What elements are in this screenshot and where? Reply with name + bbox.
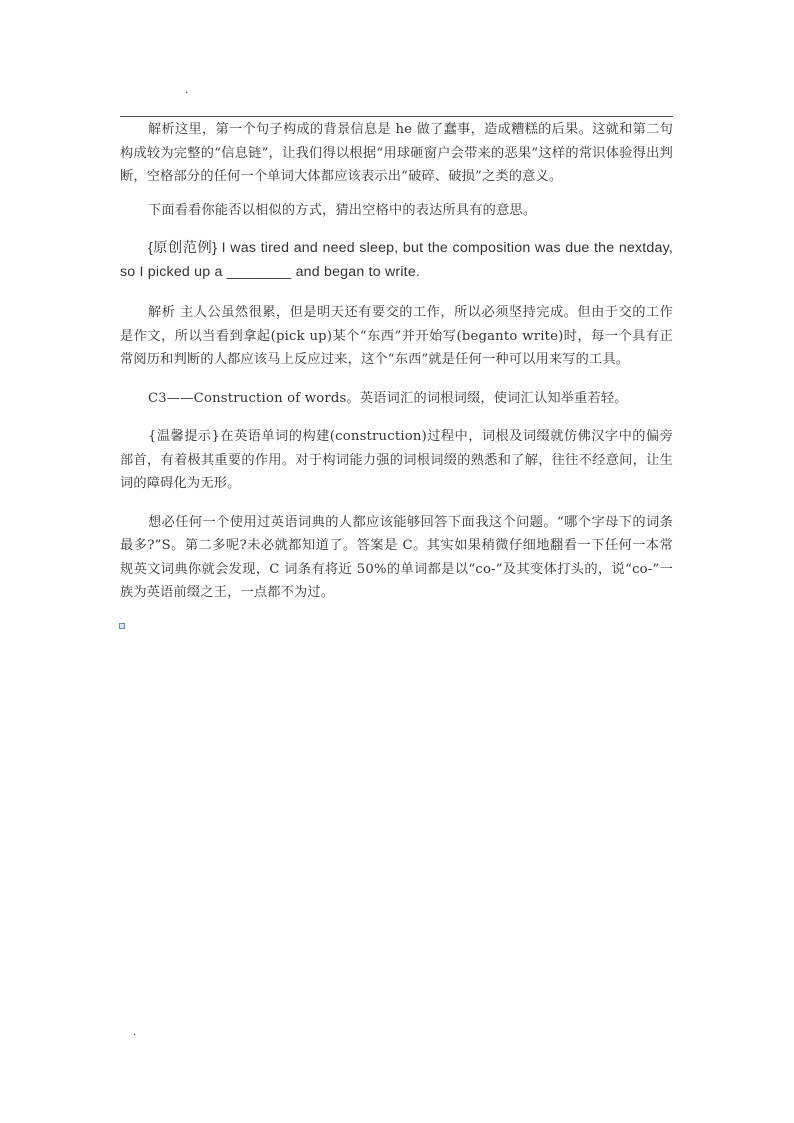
page-top-dot: . [185,82,189,96]
page-bottom-dot: . [133,1024,137,1038]
paragraph-closing: 想必任何一个使用过英语词典的人都应该能够回答下面我这个问题。“哪个字母下的词条最多?”S。第二多呢?未必就都知道了。答案是 C。其实如果稍微仔细地翻看一下任何一本常规英文词典你就会发现，C 词条有将近 50%的单词都是以“co-”及其变体打头的，说“co-”一族为英语前缀之王，一点都不为过。 [120,514,673,600]
paragraph-example: {原创范例} I was tired and need sleep, but the composition was due the nextday, so I picked up a ________ and began to write. [120,240,673,280]
paragraph-analysis-2: 解析 主人公虽然很累，但是明天还有要交的工作，所以必须坚持完成。但由于交的工作是作文，所以当看到拿起(pick up)某个“东西”并开始写(beganto write)时，每一个具有正常阅历和判断的人都应该马上反应过来，这个“东西”就是任何一种可以用来写的工具。 [120,305,673,367]
paragraph-c3-heading: C3——Construction of words。英语词汇的词根词缀，使词汇认知举重若轻。 [148,390,628,406]
paragraph-tip: {温馨提示}在英语单词的构建(construction)过程中，词根及词缀就仿佛汉字中的偏旁部首，有着极其重要的作用。对于构词能力强的词根词缀的熟悉和了解，往往不经意间，让生词的障碍化为无形。 [120,429,673,491]
paragraph-analysis-1: 解析这里，第一个句子构成的背景信息是 he 做了蠢事，造成糟糕的后果。这就和第二句构成较为完整的“信息链”，让我们得以根据“用球砸窗户会带来的恶果”这样的常识体验得出判断，空格部分的任何一个单词大体都应该表示出“破碎、破损”之类的意义。 [120,122,673,184]
paragraph-prompt: 下面看看你能否以相似的方式，猜出空格中的表达所具有的意思。 [148,202,537,218]
document-body [120,116,673,605]
small-image-placeholder-icon [119,623,125,629]
